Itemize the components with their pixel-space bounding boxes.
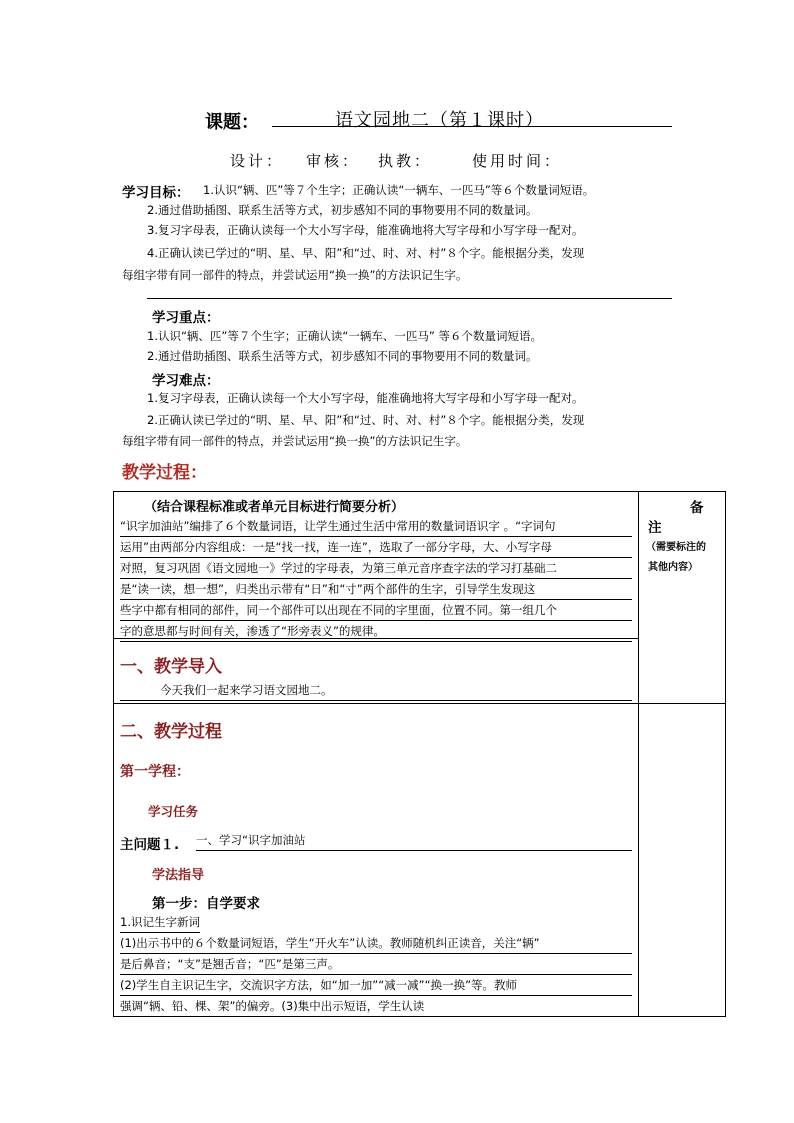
notes-sub-1: （需要标注的	[646, 542, 706, 553]
analysis-line: 运用”由两部分内容组成：一是“找一找，连一连”，选取了一部分字母，大、小写字母	[120, 537, 632, 558]
sub-heading: 1.识记生字新词	[120, 912, 200, 933]
body-line: (1)出示书中的６个数量词短语，学生“开火车”认读。教师随机纠正读音，关注“辆”	[120, 933, 632, 954]
task-label: 学习任务	[148, 804, 199, 819]
analysis-line: 是“读一读，想一想”，归类出示带有“日”和“寸”两个部件的生字，引导学生发现这	[120, 579, 632, 600]
main-question-label: 主问题１.	[120, 837, 180, 853]
step-1-label: 第一步：自学要求	[152, 896, 260, 912]
section-divider	[147, 298, 672, 299]
meta-design: 设计：	[230, 152, 285, 170]
body-line: 是后鼻音；“支”是翘舌音；“匹”是第三声。	[120, 954, 632, 975]
key-points-heading: 学习重点：	[152, 310, 220, 326]
key-point-2: 2.通过借助插图、联系生活等方式，初步感知不同的事物要用不同的数量词。	[147, 349, 538, 363]
body-line: 强调“辆、铅、棵、架”的偏旁。(3)集中出示短语，学生认读	[120, 996, 632, 1017]
body-block	[120, 933, 632, 1017]
key-point-1: 1.认识“辆、匹”等７个生字；正确认读“一辆车、一匹马” 等６个数量词短语。	[147, 329, 542, 343]
row-divider-2	[114, 703, 725, 704]
notes-heading-line2: 注	[648, 520, 662, 536]
goal-item-4-cont: 每组字带有同一部件的特点，并尝试运用“换一换”的方法识记生字。	[122, 268, 468, 282]
goal-item-4: 4.正确认读已学过的“明、星、早、阳”和“过、时、对、村”８个字。能根据分类，发现	[147, 246, 585, 260]
meta-teach: 执教：	[378, 152, 433, 170]
lesson-table	[113, 491, 726, 1017]
goal-item-2: 2.通过借助插图、联系生活等方式，初步感知不同的事物要用不同的数量词。	[147, 203, 538, 217]
difficulty-1: 1.复习字母表，正确认读每一个大小写字母，能准确地将大写字母和小写字母一配对。	[147, 391, 584, 405]
analysis-line: 对照，复习巩固《语文园地一》学过的字母表，为第三单元音序查字法的学习打基础二	[120, 558, 632, 579]
section-1-title: 一、教学导入	[120, 657, 222, 677]
difficulty-2-cont: 每组字带有同一部件的特点，并尝试运用“换一换”的方法识记生字。	[122, 434, 468, 448]
column-divider	[638, 492, 639, 1016]
analysis-heading: （结合课程标准或者单元目标进行简要分析）	[144, 500, 405, 515]
analysis-line: 字的意思都与时间有关，渗透了“形旁表义”的规律。	[120, 621, 632, 642]
notes-sub-2: 其他内容）	[648, 562, 698, 573]
title-label: 课题：	[205, 112, 259, 133]
analysis-block	[120, 516, 632, 642]
goals-heading: 学习目标：	[122, 185, 190, 201]
goal-item-1: 1.认识“辆、匹”等７个生字；正确认读“一辆车、一匹马”等６个数量词短语。	[203, 183, 595, 197]
meta-time: 使用时间：	[472, 152, 563, 170]
section-1-text: 今天我们一起来学习语文园地二。	[120, 680, 632, 701]
analysis-line: “识字加油站”编排了６个数量词语，让学生通过生活中常用的数量词语识字 。“字词句	[120, 516, 632, 537]
meta-review: 审核：	[306, 152, 361, 170]
notes-heading-line1: 备	[690, 500, 704, 516]
difficulty-2: 2.正确认读已学过的“明、星、早、阳”和“过、时、对、村”８个字。能根据分类，发现	[147, 413, 585, 427]
method-label: 学法指导	[152, 868, 205, 883]
difficulties-heading: 学习难点：	[152, 373, 220, 389]
analysis-line: 些字中都有相同的部件，同一个部件可以出现在不同的字里面，位置不同。第一组几个	[120, 600, 632, 621]
main-question-text: 一、学习“识字加油站	[196, 830, 632, 851]
goal-item-3: 3.复习字母表，正确认读每一个大小写字母，能准确地将大写字母和小写字母一配对。	[147, 223, 584, 237]
body-line: (2)学生自主识记生字，交流识字方法，如“加一加”“减一减”“换一换”等。教师	[120, 975, 632, 996]
stage-1-label: 第一学程：	[120, 764, 190, 780]
page-title: 语文园地二（第１课时）	[335, 110, 544, 131]
process-heading: 教学过程：	[122, 463, 207, 483]
section-2-title: 二、教学过程	[120, 722, 222, 742]
